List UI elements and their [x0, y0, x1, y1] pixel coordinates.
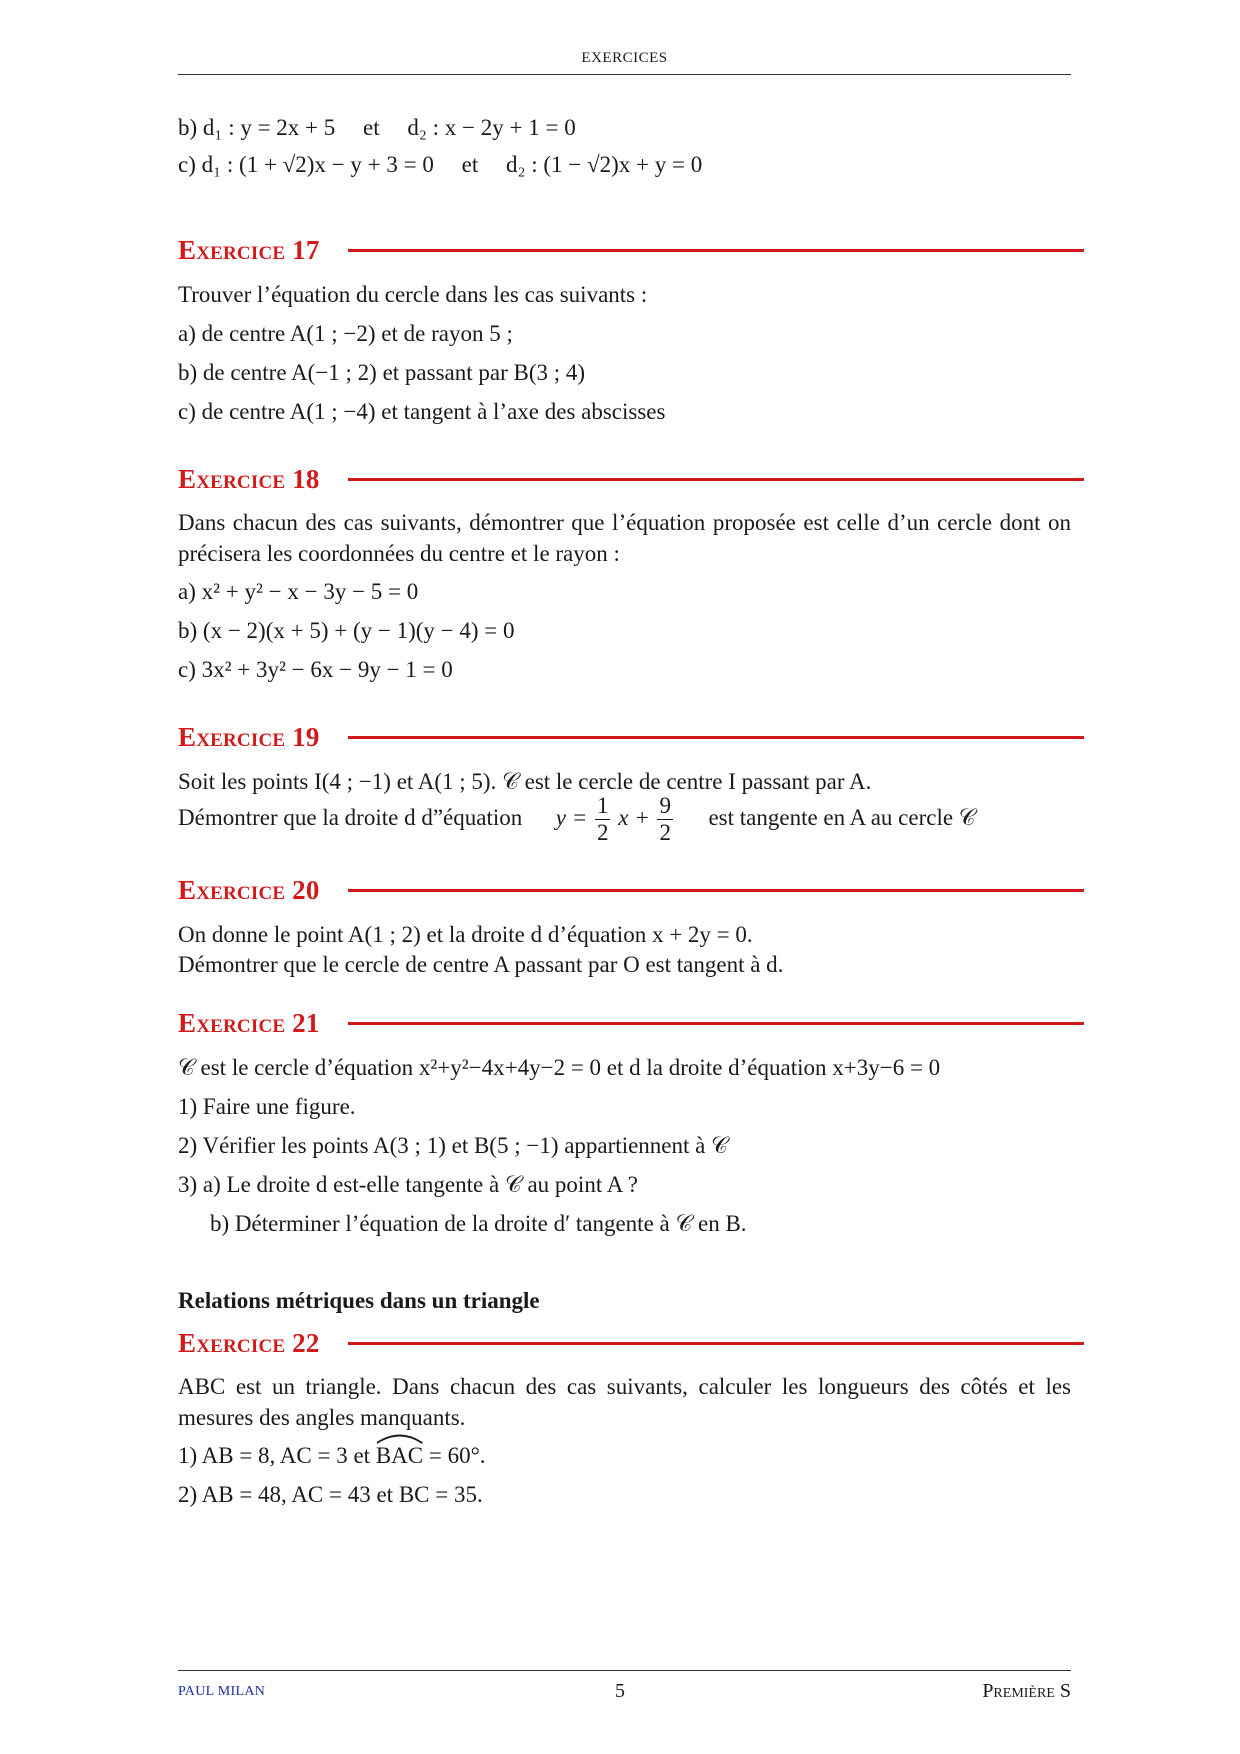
ex19-text-after: est tangente en A au cercle 𝒞 [708, 805, 976, 830]
footer-author: PAUL MILAN [178, 1684, 266, 1699]
exercise-19-heading [178, 721, 1084, 753]
ex19-line-2 [178, 790, 976, 846]
equation-d2: d₂ : (1 − √2)x + y = 0 [505, 152, 703, 177]
angle-label: BAC [375, 1443, 424, 1468]
heading-rule [348, 478, 1084, 481]
ex18-item-c: c) 3x² + 3y² − 6x − 9y − 1 = 0 [178, 657, 453, 682]
ex19-text-before: Démontrer que la droite d d”équation [178, 805, 523, 830]
intro-line-c [178, 151, 702, 179]
heading-rule [348, 1342, 1084, 1345]
angle-arc-icon [376, 1432, 423, 1444]
header-rule [178, 74, 1071, 75]
item-label: c) [178, 152, 196, 177]
ex21-item-3a: 3) a) Le droite d est-elle tangente à 𝒞 au point A ? [178, 1172, 638, 1197]
exercise-21-heading [178, 1007, 1084, 1039]
heading-rule [348, 889, 1084, 892]
equation-d1: d₁ : (1 + √2)x − y + 3 = 0 [201, 152, 434, 177]
exercise-title: Exercice 17 [178, 234, 320, 265]
fraction-one-half [595, 793, 611, 846]
footer-rule [178, 1670, 1071, 1671]
ex18-item-b: b) (x − 2)(x + 5) + (y − 1)(y − 4) = 0 [178, 618, 515, 643]
fraction-denominator: 2 [659, 820, 671, 846]
exercise-20-heading [178, 874, 1084, 906]
fraction-nine-half [657, 793, 673, 846]
ex21-item-1: 1) Faire une figure. [178, 1094, 356, 1119]
heading-rule [348, 1022, 1084, 1025]
fraction-denominator: 2 [596, 820, 609, 846]
equation-lhs: y = [555, 805, 588, 830]
exercise-title: Exercice 22 [178, 1327, 320, 1358]
exercise-17-heading [178, 234, 1084, 266]
item-label: b) [178, 115, 198, 140]
ex19-line-1: Soit les points I(4 ; −1) et A(1 ; 5). 𝒞 est le cercle de centre I passant par A. [178, 769, 872, 794]
heading-rule [348, 736, 1084, 739]
running-header: EXERCICES [581, 50, 668, 66]
equation-d1: d₁ : y = 2x + 5 [202, 115, 336, 140]
item-text-after: = 60°. [428, 1443, 486, 1468]
exercise-22-heading [178, 1327, 1084, 1359]
equation-d2: d₂ : x − 2y + 1 = 0 [407, 115, 576, 140]
ex18-item-a: a) x² + y² − x − 3y − 5 = 0 [178, 579, 419, 604]
ex17-item-c: c) de centre A(1 ; −4) et tangent à l’axe des abscisses [178, 399, 666, 424]
conjunction: et [363, 115, 380, 140]
footer-level: Première S [982, 1680, 1071, 1702]
fraction-numerator: 1 [596, 793, 609, 819]
ex22-intro: ABC est un triangle. Dans chacun des cas suivants, calculer les longueurs des côtés et les mesures des angles manquants. [178, 1374, 1071, 1430]
heading-rule [348, 249, 1084, 252]
exercise-title: Exercice 21 [178, 1007, 320, 1038]
equation-mid: x + [618, 805, 650, 830]
exercise-18-heading [178, 463, 1084, 495]
section-title: Relations métriques dans un triangle [178, 1288, 540, 1313]
angle-notation [376, 1442, 423, 1470]
conjunction: et [461, 152, 479, 177]
page-number: 5 [615, 1680, 625, 1702]
ex20-line-1: On donne le point A(1 ; 2) et la droite d d’équation x + 2y = 0. [178, 922, 753, 947]
exercise-title: Exercice 19 [178, 721, 320, 752]
exercise-title: Exercice 20 [178, 874, 320, 905]
ex21-line-1: 𝒞 est le cercle d’équation x²+y²−4x+4y−2 = 0 et d la droite d’équation x+3y−6 = 0 [178, 1055, 941, 1080]
ex21-item-3b [178, 1210, 747, 1238]
item-text-before: 1) AB = 8, AC = 3 et [178, 1443, 371, 1468]
ex17-item-a: a) de centre A(1 ; −2) et de rayon 5 ; [178, 321, 513, 346]
ex18-intro: Dans chacun des cas suivants, démontrer que l’équation proposée est celle d’un cercle dont on précisera les coordonnées du centre et le rayon : [178, 510, 1071, 566]
fraction-numerator: 9 [659, 793, 671, 819]
ex17-item-b: b) de centre A(−1 ; 2) et passant par B(3 ; 4) [178, 360, 586, 385]
ex22-item-1 [178, 1442, 486, 1470]
ex22-item-2: 2) AB = 48, AC = 43 et BC = 35. [178, 1482, 483, 1507]
sub-item-text: b) Déterminer l’équation de la droite d′ tangente à 𝒞 en B. [210, 1211, 747, 1236]
exercise-title: Exercice 18 [178, 463, 320, 494]
ex20-line-2: Démontrer que le cercle de centre A passant par O est tangent à d. [178, 952, 784, 977]
ex17-intro: Trouver l’équation du cercle dans les cas suivants : [178, 282, 648, 307]
ex21-item-2: 2) Vérifier les points A(3 ; 1) et B(5 ; −1) appartiennent à 𝒞 [178, 1133, 728, 1158]
intro-line-b [178, 114, 576, 142]
